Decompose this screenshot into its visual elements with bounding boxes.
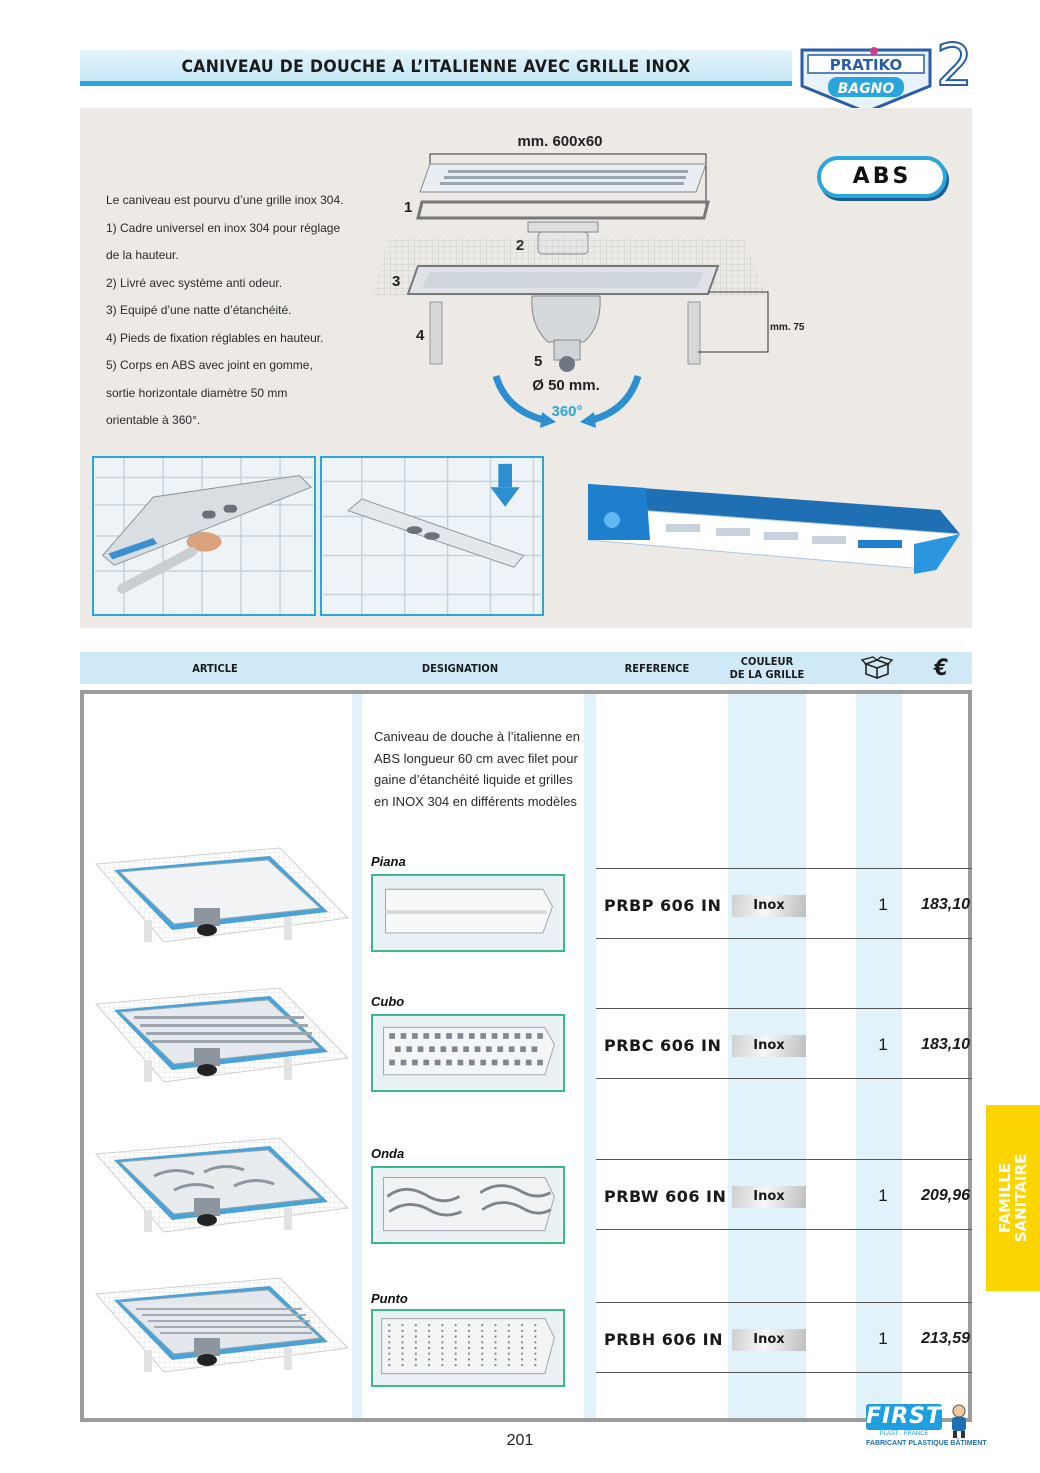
- label-3: 3: [392, 273, 401, 290]
- price-value: 209,96: [921, 1187, 970, 1204]
- diameter-label: Ø 50 mm.: [532, 377, 600, 394]
- abs-badge-text: ABS: [852, 164, 912, 189]
- brand-bottom-text: BAGNO: [837, 81, 895, 97]
- qty-value: 1: [878, 1329, 888, 1348]
- feature-line: 1) Cadre universel en inox 304 pour réglage: [106, 220, 341, 235]
- installation-photo-1: [92, 456, 316, 616]
- channel-image: [84, 1132, 352, 1242]
- feature-line: Le caniveau est pourvu d’une grille inox 304.: [106, 193, 344, 207]
- section-tab-label: [997, 1154, 1029, 1243]
- row-divider: [596, 1302, 972, 1303]
- row-divider: [596, 1372, 972, 1373]
- row-divider: [596, 1229, 972, 1230]
- grille-cubo-image: [371, 1014, 565, 1092]
- feature-line: 3) Equipé d’une natte d’étanchéité.: [106, 303, 292, 317]
- feature-line: de la hauteur.: [106, 248, 179, 262]
- row-divider: [596, 868, 972, 869]
- feature-line: 2) Livré avec système anti odeur.: [106, 275, 283, 290]
- col-article: ARTICLE: [192, 661, 238, 675]
- reference-code: PRBC 606 IN: [604, 1036, 722, 1055]
- euro-icon: €: [934, 655, 948, 681]
- color-badge: Inox: [732, 895, 806, 917]
- col-couleur: COULEUR DE LA GRILLE: [729, 655, 805, 681]
- designation-intro: Caniveau de douche à l’italienne en ABS longueur 60 cm avec filet pour gaine d’étanchéité liquide et grilles en INOX 304 en différents modèles: [374, 729, 580, 809]
- label-5: 5: [534, 353, 543, 370]
- reference-code: PRBW 606 IN: [604, 1187, 727, 1206]
- page-title: CANIVEAU DE DOUCHE A L’ITALIENNE AVEC GRILLE INOX: [181, 57, 691, 77]
- section-tab[interactable]: [986, 1105, 1040, 1291]
- feature-line: orientable à 360°.: [106, 413, 201, 427]
- product-table: [80, 690, 972, 1422]
- installation-photo-2: [320, 456, 544, 616]
- mascot-icon: [946, 1404, 972, 1438]
- first-tagline: FABRICANT PLASTIQUE BÂTIMENT: [866, 1440, 987, 1447]
- feature-list: [106, 190, 366, 438]
- label-1: 1: [404, 199, 413, 216]
- color-badge: Inox: [732, 1186, 806, 1208]
- first-logo: [866, 1404, 987, 1452]
- channel-image: [84, 1272, 352, 1382]
- price-value: 183,10: [921, 1036, 970, 1053]
- qty-column-stripe: [856, 694, 902, 1418]
- color-badge: Inox: [732, 1329, 806, 1351]
- grille-piana-image: [371, 874, 565, 952]
- first-brand-sub: PLAST · FRANCE: [879, 1431, 929, 1437]
- channel-image: [84, 982, 352, 1092]
- reference-code: PRBP 606 IN: [604, 896, 722, 915]
- first-brand: FIRST: [866, 1404, 943, 1429]
- feature-line: 4) Pieds de fixation réglables en hauteur.: [106, 330, 324, 345]
- qty-value: 1: [878, 895, 888, 914]
- table-header: [80, 652, 972, 684]
- grille-name: Cubo: [371, 994, 405, 1009]
- row-divider: [596, 938, 972, 939]
- reference-code: PRBH 606 IN: [604, 1330, 724, 1349]
- col-designation: DESIGNATION: [421, 661, 499, 675]
- feature-line: sortie horizontale diamètre 50 mm: [106, 385, 288, 400]
- qty-value: 1: [878, 1186, 888, 1205]
- section-tab-line1: FAMILLE: [996, 1162, 1014, 1234]
- rotation-label: 360°: [551, 403, 583, 420]
- brand-top-text: PRATIKO: [829, 56, 903, 74]
- grille-punto-image: [371, 1309, 565, 1387]
- packaging-box-image: [588, 470, 960, 590]
- grille-onda-image: [371, 1166, 565, 1244]
- title-bar: [80, 50, 792, 86]
- pratiko-bagno-logo: [798, 46, 934, 114]
- dimension-top-label: mm. 600x60: [517, 133, 603, 150]
- column-divider: [584, 694, 596, 1418]
- feature-line: 5) Corps en ABS avec joint en gomme,: [106, 358, 313, 372]
- section-tab-line2: SANITAIRE: [1012, 1153, 1030, 1243]
- qty-value: 1: [878, 1035, 888, 1054]
- dimension-side-label: mm. 75: [770, 322, 805, 333]
- product-overview-panel: [80, 108, 972, 628]
- grille-name: Punto: [371, 1291, 408, 1306]
- grille-name: Onda: [371, 1146, 405, 1161]
- row-divider: [596, 1008, 972, 1009]
- box-icon: [862, 656, 892, 680]
- exploded-diagram: [378, 126, 805, 436]
- color-badge: Inox: [732, 1035, 806, 1057]
- label-4: 4: [416, 327, 425, 344]
- row-divider: [596, 1078, 972, 1079]
- channel-image: [84, 842, 352, 952]
- price-value: 183,10: [921, 896, 970, 913]
- column-divider: [352, 694, 362, 1418]
- grille-name: Piana: [371, 854, 406, 869]
- abs-badge: [817, 156, 947, 198]
- page-number: 201: [506, 1432, 534, 1449]
- price-value: 213,59: [921, 1330, 970, 1347]
- col-reference: REFERENCE: [624, 661, 690, 675]
- row-divider: [596, 1159, 972, 1160]
- chapter-number: 2: [936, 31, 973, 99]
